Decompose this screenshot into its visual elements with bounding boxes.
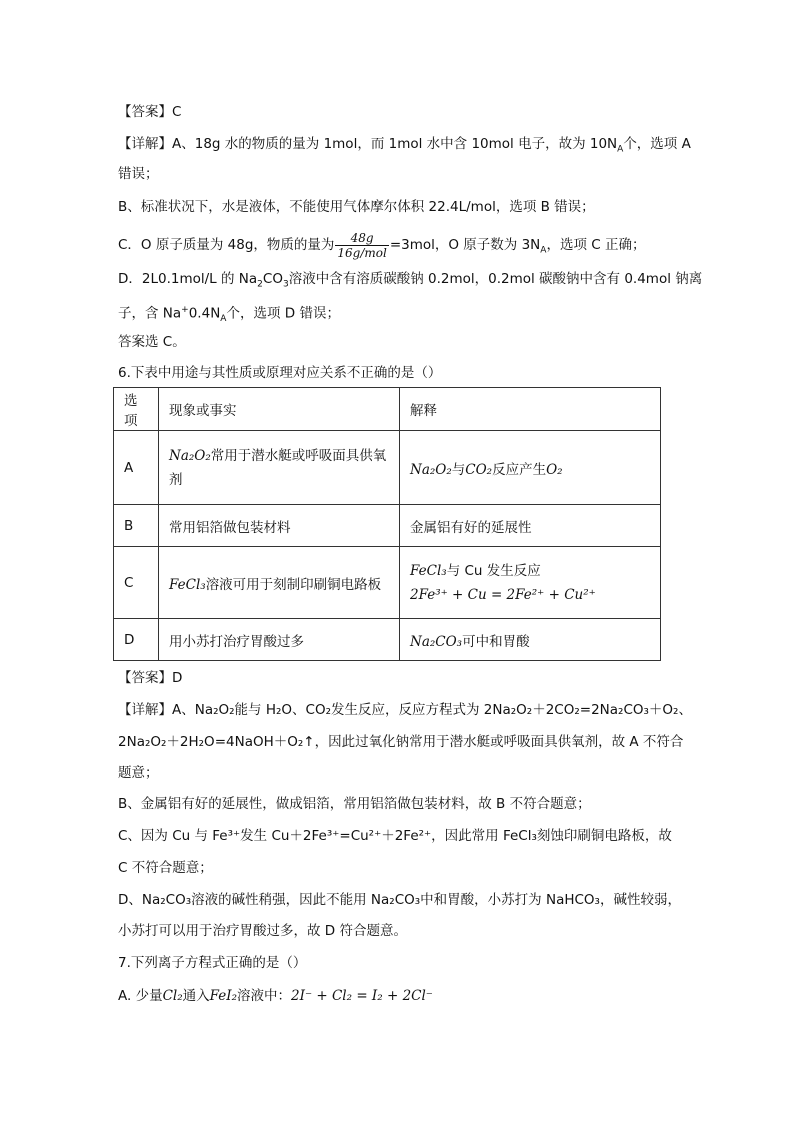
cell-line [410,559,650,583]
table-header-row [114,388,661,431]
cell-line: 剂 [169,471,183,488]
formula: Na₂O₂ [410,461,452,478]
superscript: + [181,305,189,315]
detail-text: CO [262,271,283,287]
detail-d-line2 [118,301,340,328]
formula: O₂ [546,461,563,478]
table-cell-option: C [114,547,159,619]
table-cell-explain: 金属铝有好的延展性 [400,505,661,547]
detail-d-line1 [118,270,702,294]
cell-text: 溶液可用于刻制印刷铜电路板 [205,576,382,593]
detail-text: 子，含 Na [118,305,182,322]
detail-text: 个，选项 D 错误； [226,305,340,322]
answer-label: 【答案】C [118,104,182,120]
detail-text: 0.4N [188,305,221,322]
answer-label: 【答案】D [118,670,183,686]
detail-text: 溶液中含有溶质碳酸钠 0.2mol，0.2mol 碳酸钠中含有 0.4mol 钠离 [288,271,703,287]
final-answer: 答案选 C。 [118,334,186,350]
question-7-title: 7.下列离子方程式正确的是（） [118,955,307,971]
detail-text: C．O 原子质量为 48g，物质的量为 [118,237,335,253]
detail-a-line1 [118,701,692,719]
formula: Cl₂ [162,988,183,1004]
option-text: 少量 [135,988,163,1004]
formula: Na₂O₂ [169,447,211,464]
table-header-cell: 现象或事实 [159,388,400,431]
table-cell-fact [159,547,400,619]
detail-tag: 【详解】 [118,702,172,718]
detail-a-line3: 题意； [118,765,159,781]
option-a [118,987,433,1005]
detail-text: D．2L0.1mol/L 的 Na [118,271,258,287]
table-row [114,547,661,619]
table-cell-explain [400,619,661,661]
option-text: 溶液中： [237,988,292,1004]
subscript: 3 [282,279,289,290]
table-cell-option: A [114,431,159,505]
subscript: A [617,144,624,155]
detail-text: =3mol，O 原子数为 3N [389,237,541,253]
detail-tag: 【详解】 [118,136,172,152]
detail-d-line1: D、Na₂CO₃溶液的碱性稍强，因此不能用 Na₂CO₃中和胃酸，小苏打为 NaHCO₃，碱性较弱， [118,892,681,908]
detail-a-line2: 错误； [118,166,159,182]
cell-text: 反应产生 [492,461,547,478]
detail-c-line1: C、因为 Cu 与 Fe³⁺发生 Cu＋2Fe³⁺=Cu²⁺＋2Fe²⁺，因此常用 FeCl₃刻蚀印刷铜电路板，故 [118,828,672,844]
equation: 2Fe³⁺ + Cu = 2Fe²⁺ + Cu²⁺ [410,586,596,603]
detail-d-line2: 小苏打可以用于治疗胃酸过多，故 D 符合题意。 [118,923,407,939]
fraction-numerator: 48g [335,231,388,246]
formula: FeCl₃ [410,562,447,579]
formula: FeCl₃ [169,576,206,593]
option-text: 通入 [182,988,210,1004]
table-header-cell: 解释 [400,388,661,431]
fraction [335,231,388,260]
detail-text: 个，选项 A [623,136,691,152]
subscript: A [540,245,547,256]
table-cell-explain [400,547,661,619]
detail-b-line: B、标准状况下，水是液体，不能使用气体摩尔体积 22.4L/mol，选项 B 错误； [118,199,595,215]
detail-text: ，选项 C 正确； [546,237,646,253]
table-cell-fact: 常用铝箔做包装材料 [159,505,400,547]
cell-text: 与 Cu 发生反应 [446,562,541,579]
fraction-denominator: 16g/mol [337,245,387,260]
detail-a-line1 [118,135,691,159]
formula: FeI₂ [209,988,238,1004]
detail-b-line: B、金属铝有好的延展性，做成铝箔，常用铝箔做包装材料，故 B 不符合题意； [118,796,591,812]
table-cell-option: D [114,619,159,661]
detail-c-line2: C 不符合题意； [118,860,213,876]
detail-text: A、18g 水的物质的量为 1mol，而 1mol 水中含 10mol 电子，故为 10N [172,136,618,152]
question-6-title: 6.下表中用途与其性质或原理对应关系不正确的是（） [118,365,442,381]
table-row [114,619,661,661]
table-row [114,505,661,547]
answer-table [113,387,661,661]
table-header-cell: 选项 [114,388,159,431]
table-row [114,431,661,505]
formula: CO₂ [465,461,493,478]
table-cell-fact [159,431,400,505]
formula: Na₂CO₃ [410,633,463,650]
detail-text: A、Na₂O₂能与 H₂O、CO₂发生反应，反应方程式为 2Na₂O₂＋2CO₂=2Na₂CO₃＋O₂、 [172,702,692,718]
equation: 2I⁻ + Cl₂ = I₂ + 2Cl⁻ [291,988,433,1004]
cell-text: 与 [451,461,466,478]
detail-a-line2: 2Na₂O₂＋2H₂O=4NaOH＋O₂↑，因此过氧化钠常用于潜水艇或呼吸面具供氧剂，故 A 不符合 [118,734,684,750]
table-cell-explain [400,431,661,505]
table-cell-fact: 用小苏打治疗胃酸过多 [159,619,400,661]
table-cell-option: B [114,505,159,547]
cell-line [169,444,389,468]
subscript: 2 [257,279,263,290]
detail-c-line [118,230,645,266]
option-label: A. [118,988,132,1004]
cell-text: 常用于潜水艇或呼吸面具供氧 [210,447,387,464]
subscript: A [220,314,227,325]
cell-text: 可中和胃酸 [462,633,530,650]
